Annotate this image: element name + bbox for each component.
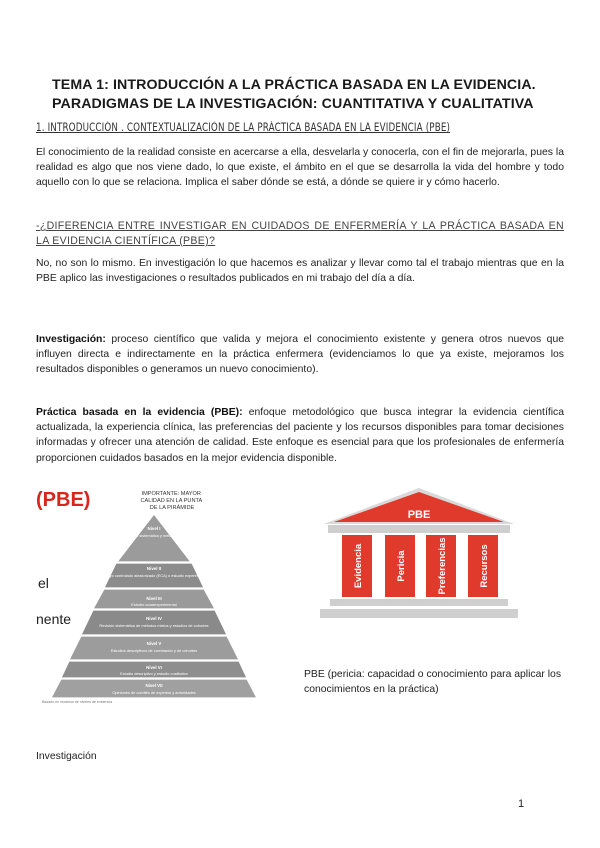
- pbe-temple-figure: [312, 488, 526, 622]
- title-line-2: PARADIGMAS DE LA INVESTIGACIÓN: CUANTITATIVA Y CUALITATIVA: [52, 96, 534, 112]
- temple-roof-label: PBE: [407, 509, 431, 521]
- question-answer: No, no son lo mismo. En investigación lo que hacemos es analizar y llevar como tal el trabajo mientras que en la PBE aplico las investigaciones o resultados publicados en mi trabajo del día a día.: [36, 258, 564, 285]
- temple-step-1: [330, 599, 508, 606]
- question-heading: -¿DIFERENCIA ENTRE INVESTIGAR EN CUIDADOS DE ENFERMERÍA Y LA PRÁCTICA BASADA EN LA EVIDENCIA CIENTÍFICA (PBE)?: [36, 220, 564, 247]
- pyramid-level-text-1: Revisión sistemática y metaanálisis: [123, 533, 185, 538]
- pyramid-level-text-4: Revisión sistemática de métodos mixtos y estudios de cohortes: [99, 623, 209, 628]
- evidence-pyramid-figure: [36, 484, 282, 704]
- pyramid-level-title-4: Nivel IV: [146, 616, 162, 621]
- pillar-label-evidencia: Evidencia: [353, 543, 364, 589]
- pyramid-level-text-7: Opiniones de comités de expertos y autoridades: [112, 690, 196, 695]
- pillar-label-recursos: Recursos: [479, 544, 490, 588]
- pyramid-level-title-5: Nivel V: [146, 641, 162, 646]
- footer-label-investigacion: Investigación: [36, 751, 97, 762]
- pyramid-level-title-3: Nivel III: [146, 596, 162, 601]
- pyramid-top-note: IMPORTANTE: MAYOR CALIDAD EN LA PUNTA DE LA PIRÁMIDE: [140, 491, 202, 511]
- pbe-temple-image: [312, 488, 526, 622]
- temple-step-2: [320, 609, 518, 618]
- pyramid-level-text-5: Estudios descriptivos de correlación y de cohortes: [110, 648, 198, 653]
- temple-caption: PBE (pericia: capacidad o conocimiento para aplicar los conocimientos en la práctica): [304, 669, 562, 695]
- pyramid-level-title-7: Nivel VII: [145, 683, 163, 688]
- pyramid-left-fragment-1: el: [38, 575, 49, 591]
- temple-lintel: [328, 525, 510, 533]
- pbe-text: enfoque metodológico que busca integrar la evidencia científica actualizada, la experiencia clínica, las preferencias del paciente y los recursos disponibles para tomar decisiones informadas y ofrecer una atención de calidad. Este enfoque es esencial para que los profesionales de enfermería proporcionen cuidados basados en la mejor evidencia disponible.: [36, 407, 565, 464]
- page-number: 1: [518, 798, 525, 810]
- pyramid-level-text-3: Estudio cuasiexperimental: [131, 602, 177, 607]
- pbe-term: Práctica basada en la evidencia (PBE):: [36, 407, 243, 418]
- pyramid-footnote: Basado en modelos de niveles de evidencia: [42, 700, 113, 704]
- pyramid-level-1: [117, 514, 191, 562]
- pyramid-level-title-1: Nivel I: [147, 526, 161, 531]
- pyramid-left-fragment-2: nente: [36, 611, 72, 627]
- pyramid-level-text-6: Estudio descriptivo y estudio cualitativo: [120, 671, 188, 676]
- pyramid-level-title-6: Nivel VI: [146, 665, 162, 670]
- pyramid-level-title-2: Nivel II: [146, 566, 162, 571]
- title-line-1: TEMA 1: INTRODUCCIÓN A LA PRÁCTICA BASADA EN LA EVIDENCIA.: [52, 77, 536, 93]
- pillar-label-preferencias: Preferencias: [437, 537, 448, 595]
- intro-paragraph: El conocimiento de la realidad consiste en acercarse a ella, desvelarla y conocerla, con el fin de mejorarla, pues la realidad es algo que nos viene dado, lo que existe, el ámbito en el que se desarrolla la vida del hombre y todo aquello con lo que se relaciona. Implica el saber dónde se está, a dónde se quiere ir y cómo hacerlo.: [36, 147, 564, 189]
- investigacion-term: Investigación:: [36, 334, 106, 345]
- investigacion-definition: [36, 332, 564, 378]
- section-heading-introduccion: 1. INTRODUCCIÓN . CONTEXTUALIZACIÓN DE LA PRÁCTICA BASADA EN LA EVIDENCIA (PBE): [36, 121, 451, 134]
- pbe-definition: [36, 405, 564, 466]
- investigacion-text: proceso científico que valida y mejora el conocimiento existente y genera otros nuevos que influyen directa e indirectamente en la práctica enfermera (evidenciamos lo que ya existe, mejoramos los resultados disponibles o generamos un nuevo conocimiento).: [36, 334, 564, 376]
- pyramid-level-7: [51, 679, 257, 698]
- page-title: [52, 76, 572, 114]
- pbe-badge: (PBE): [36, 489, 91, 511]
- pillar-label-pericia: Pericia: [396, 550, 407, 582]
- pyramid-level-text-2: Ensayo controlado aleatorizado (ECA) o estudio experimental: [100, 573, 208, 578]
- evidence-pyramid-image: [36, 484, 282, 704]
